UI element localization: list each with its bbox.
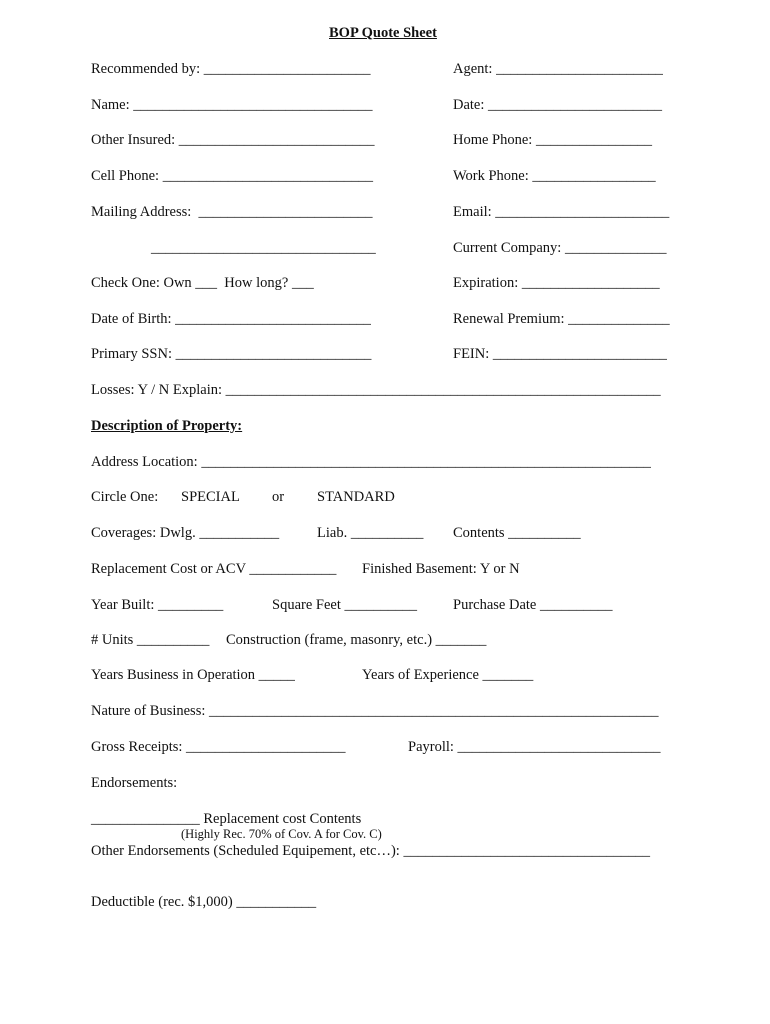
date-field: Date: ________________________ <box>453 97 663 113</box>
losses-field: Losses: Y / N Explain: ____________________________________________________________ <box>91 382 661 398</box>
mailing-address-continuation: _______________________________ <box>151 240 376 256</box>
units-field: # Units __________ <box>91 632 210 648</box>
description-of-property-heading: Description of Property: <box>91 418 243 434</box>
square-feet-field: Square Feet __________ <box>272 597 417 613</box>
other-endorsements-field: Other Endorsements (Scheduled Equipement, etc…): __________________________________ <box>91 843 650 859</box>
nature-of-business-field: Nature of Business: ______________________________________________________________ <box>91 703 659 719</box>
coverages-contents-field: Contents __________ <box>453 525 581 541</box>
email-field: Email: ________________________ <box>453 204 670 220</box>
home-phone-field: Home Phone: ________________ <box>453 132 652 148</box>
deductible-field: Deductible (rec. $1,000) ___________ <box>91 894 317 910</box>
renewal-premium-field: Renewal Premium: ______________ <box>453 311 670 327</box>
work-phone-field: Work Phone: _________________ <box>453 168 656 184</box>
cell-phone-field: Cell Phone: _____________________________ <box>91 168 373 184</box>
coverages-liab-field: Liab. __________ <box>317 525 424 541</box>
page-title: BOP Quote Sheet <box>329 25 437 41</box>
recommended-by-field: Recommended by: _______________________ <box>91 61 371 77</box>
check-one-field: Check One: Own ___ How long? ___ <box>91 275 314 291</box>
address-location-field: Address Location: ______________________________________________________________ <box>91 454 651 470</box>
years-business-field: Years Business in Operation _____ <box>91 667 295 683</box>
payroll-field: Payroll: ____________________________ <box>408 739 661 755</box>
option-special: SPECIAL <box>181 489 240 505</box>
purchase-date-field: Purchase Date __________ <box>453 597 613 613</box>
mailing-address-field: Mailing Address: ________________________ <box>91 204 373 220</box>
name-field: Name: _________________________________ <box>91 97 373 113</box>
year-built-field: Year Built: _________ <box>91 597 224 613</box>
date-of-birth-field: Date of Birth: ___________________________ <box>91 311 371 327</box>
endorsements-label: Endorsements: <box>91 775 178 791</box>
option-standard: STANDARD <box>317 489 395 505</box>
years-experience-field: Years of Experience _______ <box>362 667 534 683</box>
current-company-field: Current Company: ______________ <box>453 240 667 256</box>
option-or: or <box>272 489 285 505</box>
gross-receipts-field: Gross Receipts: ______________________ <box>91 739 346 755</box>
primary-ssn-field: Primary SSN: ___________________________ <box>91 346 372 362</box>
other-insured-field: Other Insured: ___________________________ <box>91 132 375 148</box>
expiration-field: Expiration: ___________________ <box>453 275 660 291</box>
coverages-dwlg-field: Coverages: Dwlg. ___________ <box>91 525 280 541</box>
endorsement-note: (Highly Rec. 70% of Cov. A for Cov. C) <box>181 827 382 841</box>
circle-one-label: Circle One: <box>91 489 159 505</box>
finished-basement-field: Finished Basement: Y or N <box>362 561 520 577</box>
replacement-cost-contents-field: _______________ Replacement cost Contents <box>91 811 362 827</box>
replacement-cost-field: Replacement Cost or ACV ____________ <box>91 561 337 577</box>
fein-field: FEIN: ________________________ <box>453 346 667 362</box>
agent-field: Agent: _______________________ <box>453 61 663 77</box>
construction-field: Construction (frame, masonry, etc.) _______ <box>226 632 487 648</box>
